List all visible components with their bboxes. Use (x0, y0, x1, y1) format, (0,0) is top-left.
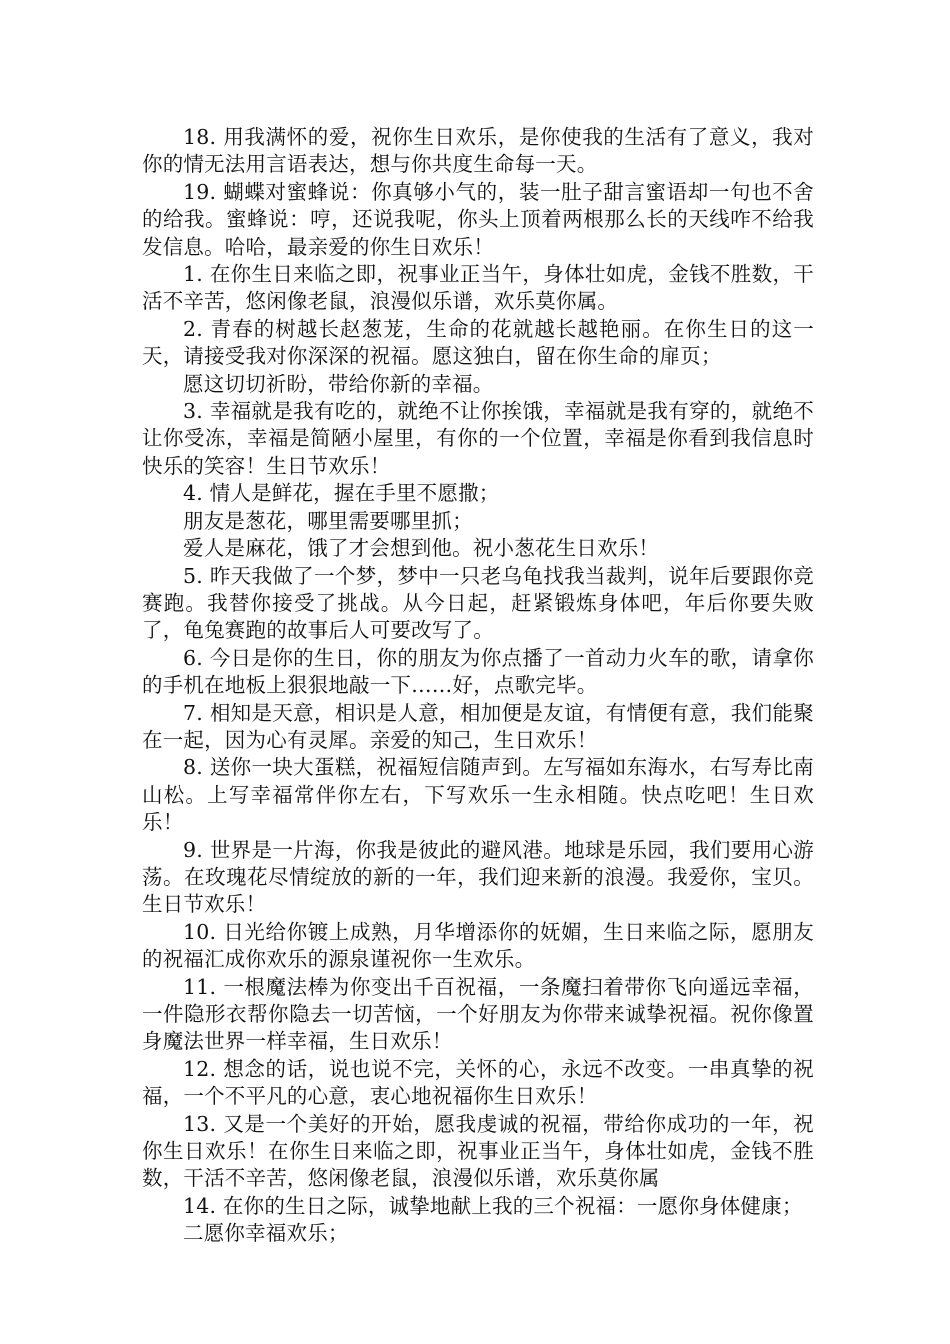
paragraph-1: 1. 在你生日来临之即，祝事业正当午，身体壮如虎，金钱不胜数，干活不辛苦，悠闲像老鼠，浪漫似乐谱，欢乐莫你属。 (142, 262, 814, 314)
paragraph-8: 8. 送你一块大蛋糕，祝福短信随声到。左写福如东海水，右写寿比南山松。上写幸福常伴你左右，下写欢乐一生永相随。快点吃吧！生日欢乐！ (142, 755, 814, 835)
paragraph-2: 2. 青春的树越长赵葱茏，生命的花就越长越艳丽。在你生日的这一天，请接受我对你深深的祝福。愿这独白，留在你生命的扉页； (142, 316, 814, 369)
paragraph-4-line2: 朋友是葱花，哪里需要哪里抓； (183, 508, 473, 533)
paragraph-6: 6. 今日是你的生日，你的朋友为你点播了一首动力火车的歌，请拿你的手机在地板上狠狠地敲一下……好，点歌完毕。 (142, 645, 814, 698)
paragraph-14: 14. 在你的生日之际，诚挚地献上我的三个祝福：一愿你身体健康； (183, 1193, 803, 1218)
paragraph-2-cont: 愿这切切祈盼，带给你新的幸福。 (183, 371, 494, 396)
paragraph-5: 5. 昨天我做了一个梦，梦中一只老乌龟找我当裁判，说年后要跟你竞赛跑。我替你接受了挑战。从今日起，赶紧锻炼身体吧，年后你要失败了，龟兔赛跑的故事后人可要改写了。 (142, 563, 814, 643)
paragraph-12: 12. 想念的话，说也说不完，关怀的心，永远不改变。一串真挚的祝福，一个不平凡的心意，衷心地祝福你生日欢乐！ (142, 1056, 814, 1109)
document-body (142, 124, 814, 1248)
paragraph-4-line3: 爱人是麻花，饿了才会想到他。祝小葱花生日欢乐！ (183, 536, 660, 561)
paragraph-11: 11. 一根魔法棒为你变出千百祝福，一条魔扫着带你飞向遥远幸福，一件隐形衣帮你隐去一切苦恼，一个好朋友为你带来诚挚祝福。祝你像置身魔法世界一样幸福，生日欢乐！ (142, 974, 814, 1054)
paragraph-18: 18. 用我满怀的爱，祝你生日欢乐，是你使我的生活有了意义，我对你的情无法用言语表达，想与你共度生命每一天。 (142, 125, 814, 177)
paragraph-10: 10. 日光给你镀上成熟，月华增添你的妩媚，生日来临之际，愿朋友的祝福汇成你欢乐的源泉谨祝你一生欢乐。 (142, 919, 814, 972)
paragraph-14-cont: 二愿你幸福欢乐； (183, 1221, 349, 1246)
paragraph-9: 9. 世界是一片海，你我是彼此的避风港。地球是乐园，我们要用心游荡。在玫瑰花尽情绽放的新的一年，我们迎来新的浪漫。我爱你，宝贝。生日节欢乐！ (142, 837, 814, 917)
paragraph-13: 13. 又是一个美好的开始，愿我虔诚的祝福，带给你成功的一年，祝你生日欢乐！在你生日来临之即，祝事业正当午，身体壮如虎，金钱不胜数，干活不辛苦，悠闲像老鼠，浪漫似乐谱，欢乐莫你属 (142, 1111, 814, 1191)
paragraph-19: 19. 蝴蝶对蜜蜂说：你真够小气的，装一肚子甜言蜜语却一句也不舍的给我。蜜蜂说：哼，还说我呢，你头上顶着两根那么长的天线咋不给我发信息。哈哈，最亲爱的你生日欢乐！ (142, 179, 814, 259)
paragraph-4: 4. 情人是鲜花，握在手里不愿撒； (183, 481, 500, 506)
paragraph-7: 7. 相知是天意，相识是人意，相加便是友谊，有情便有意，我们能聚在一起，因为心有灵犀。亲爱的知己，生日欢乐！ (142, 700, 814, 752)
paragraph-3: 3. 幸福就是我有吃的，就绝不让你挨饿，幸福就是我有穿的，就绝不让你受冻，幸福是简陋小屋里，有你的一个位置，幸福是你看到我信息时快乐的笑容！生日节欢乐！ (142, 399, 814, 478)
